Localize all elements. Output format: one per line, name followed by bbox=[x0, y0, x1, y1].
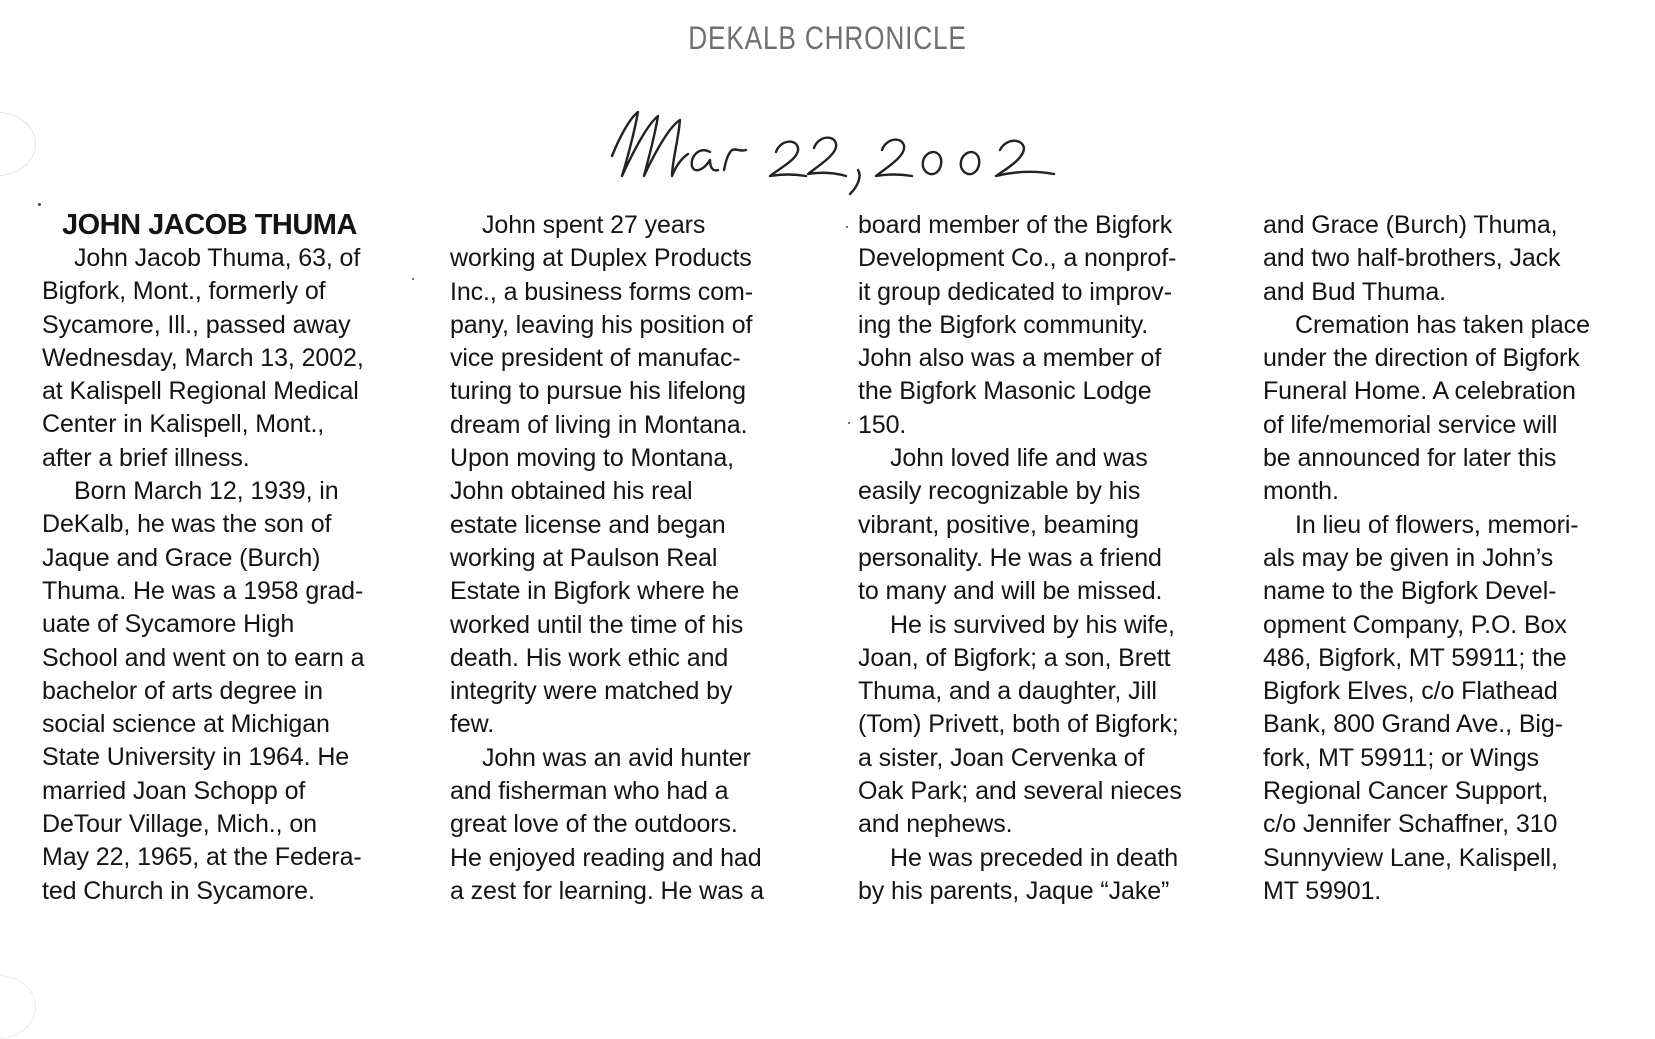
text-line: John spent 27 years bbox=[482, 211, 706, 239]
text-line: John loved life and was bbox=[890, 444, 1148, 473]
text-line: and fisherman who had a bbox=[450, 777, 729, 806]
text-line: turing to pursue his lifelong bbox=[450, 377, 746, 406]
obituary-headline: JOHN JACOB THUMA bbox=[62, 209, 357, 241]
column-text bbox=[1263, 209, 1648, 908]
print-speck bbox=[846, 226, 848, 228]
text-line: Estate in Bigfork where he bbox=[450, 577, 740, 606]
text-line: Bigfork Elves, c/o Flathead bbox=[1263, 677, 1558, 706]
text-line: the Bigfork Masonic Lodge bbox=[858, 377, 1152, 406]
text-line: and Grace (Burch) Thuma, bbox=[1263, 211, 1558, 239]
text-line: a sister, Joan Cervenka of bbox=[858, 743, 1145, 772]
text-line: He was preceded in death bbox=[890, 843, 1179, 872]
column-text bbox=[858, 209, 1240, 908]
text-line: He is survived by his wife, bbox=[890, 610, 1175, 639]
text-line: social science at Michigan bbox=[42, 710, 330, 739]
text-line: a zest for learning. He was a bbox=[450, 876, 764, 905]
text-line: great love of the outdoors. bbox=[450, 810, 738, 839]
handwritten-date bbox=[600, 96, 1060, 216]
text-line: John also was a member of bbox=[858, 344, 1162, 373]
text-line: easily recognizable by his bbox=[858, 477, 1141, 506]
text-line: working at Duplex Products bbox=[450, 244, 752, 273]
text-line: Joan, of Bigfork; a son, Brett bbox=[858, 643, 1171, 672]
text-line: Thuma, and a daughter, Jill bbox=[858, 677, 1157, 706]
text-line: Center in Kalispell, Mont., bbox=[42, 410, 325, 439]
text-line: personality. He was a friend bbox=[858, 543, 1162, 572]
text-line: by his parents, Jaque “Jake” bbox=[858, 876, 1170, 905]
print-speck bbox=[38, 203, 41, 206]
text-line: of life/memorial service will bbox=[1263, 410, 1558, 439]
text-line: integrity were matched by bbox=[450, 677, 733, 706]
text-line: to many and will be missed. bbox=[858, 577, 1163, 606]
text-line: He enjoyed reading and had bbox=[450, 843, 762, 872]
text-line: Sunnyview Lane, Kalispell, bbox=[1263, 843, 1558, 872]
text-line: bachelor of arts degree in bbox=[42, 676, 323, 705]
text-line: married Joan Schopp of bbox=[42, 776, 306, 805]
text-line: be announced for later this bbox=[1263, 444, 1557, 473]
text-line: and nephews. bbox=[858, 810, 1013, 839]
text-line: opment Company, P.O. Box bbox=[1263, 610, 1567, 639]
text-line: ing the Bigfork community. bbox=[858, 310, 1149, 339]
text-line: after a brief illness. bbox=[42, 443, 250, 472]
text-line: and two half-brothers, Jack bbox=[1263, 244, 1561, 273]
text-line: DeKalb, he was the son of bbox=[42, 510, 332, 539]
text-line: MT 59901. bbox=[1263, 876, 1382, 905]
text-line: 150. bbox=[858, 410, 907, 439]
article-column-4 bbox=[1263, 209, 1648, 908]
text-line: month. bbox=[1263, 477, 1339, 506]
text-line: May 22, 1965, at the Federa- bbox=[42, 843, 362, 872]
text-line: Thuma. He was a 1958 grad- bbox=[42, 576, 364, 605]
text-line: under the direction of Bigfork bbox=[1263, 344, 1580, 373]
text-line: als may be given in John’s bbox=[1263, 543, 1554, 572]
text-line: working at Paulson Real bbox=[450, 543, 718, 572]
text-line: name to the Bigfork Devel- bbox=[1263, 577, 1557, 606]
hole-punch-mark bbox=[0, 975, 36, 1039]
text-line: Upon moving to Montana, bbox=[450, 444, 734, 473]
text-line: Bank, 800 Grand Ave., Big- bbox=[1263, 710, 1563, 739]
text-line: 486, Bigfork, MT 59911; the bbox=[1263, 643, 1567, 672]
column-text bbox=[42, 242, 427, 908]
text-line: John Jacob Thuma, 63, of bbox=[74, 244, 361, 272]
text-line: board member of the Bigfork bbox=[858, 211, 1173, 239]
text-line: Jaque and Grace (Burch) bbox=[42, 543, 321, 572]
text-line: Development Co., a nonprof- bbox=[858, 244, 1177, 273]
text-line: In lieu of flowers, memori- bbox=[1295, 510, 1579, 539]
text-line: fork, MT 59911; or Wings bbox=[1263, 743, 1539, 772]
text-line: Funeral Home. A celebration bbox=[1263, 377, 1576, 406]
text-line: pany, leaving his position of bbox=[450, 310, 753, 339]
text-line: Bigfork, Mont., formerly of bbox=[42, 277, 326, 306]
print-speck bbox=[848, 422, 850, 424]
text-line: at Kalispell Regional Medical bbox=[42, 377, 359, 406]
text-line: c/o Jennifer Schaffner, 310 bbox=[1263, 810, 1558, 839]
text-line: Sycamore, Ill., passed away bbox=[42, 310, 351, 339]
article-column-3 bbox=[858, 209, 1240, 908]
text-line: Inc., a business forms com- bbox=[450, 277, 753, 306]
text-line: it group dedicated to improv- bbox=[858, 277, 1172, 306]
text-line: School and went on to earn a bbox=[42, 643, 365, 672]
newspaper-masthead: DEKALB CHRONICLE bbox=[688, 20, 967, 56]
article-column-1 bbox=[42, 209, 427, 908]
text-line: Born March 12, 1939, in bbox=[74, 477, 339, 506]
text-line: John obtained his real bbox=[450, 477, 693, 506]
column-text bbox=[450, 209, 830, 908]
text-line: and Bud Thuma. bbox=[1263, 277, 1446, 306]
text-line: Wednesday, March 13, 2002, bbox=[42, 343, 364, 372]
text-line: Oak Park; and several nieces bbox=[858, 777, 1182, 806]
hole-punch-mark bbox=[0, 112, 36, 176]
text-line: vibrant, positive, beaming bbox=[858, 510, 1139, 539]
text-line: (Tom) Privett, both of Bigfork; bbox=[858, 710, 1179, 739]
text-line: few. bbox=[450, 710, 495, 739]
text-line: ted Church in Sycamore. bbox=[42, 876, 315, 905]
article-column-2 bbox=[450, 209, 830, 908]
text-line: estate license and began bbox=[450, 510, 726, 539]
text-line: worked until the time of his bbox=[450, 610, 744, 639]
text-line: dream of living in Montana. bbox=[450, 410, 748, 439]
text-line: John was an avid hunter bbox=[482, 743, 751, 772]
text-line: vice president of manufac- bbox=[450, 344, 741, 373]
text-line: State University in 1964. He bbox=[42, 743, 350, 772]
text-line: uate of Sycamore High bbox=[42, 610, 295, 639]
text-line: Cremation has taken place bbox=[1295, 310, 1590, 339]
text-line: Regional Cancer Support, bbox=[1263, 777, 1549, 806]
text-line: DeTour Village, Mich., on bbox=[42, 810, 317, 839]
text-line: death. His work ethic and bbox=[450, 643, 729, 672]
